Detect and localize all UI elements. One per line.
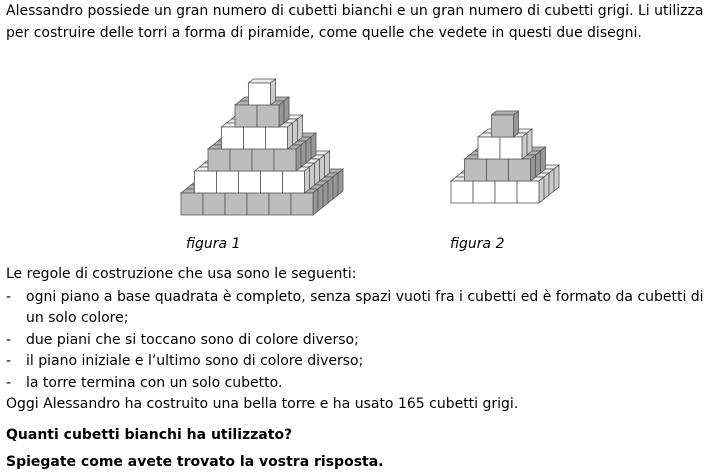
cube-front-face [492, 115, 514, 137]
cube-front-face [274, 149, 296, 171]
cube-front-face [473, 181, 495, 203]
cube-side-face [284, 97, 289, 123]
cube-front-face [252, 149, 274, 171]
cube-side-face [301, 141, 306, 167]
cube-front-face [500, 137, 522, 159]
cube-side-face [328, 177, 333, 203]
bullet-marker: - [6, 353, 12, 369]
cube-side-face [296, 145, 301, 171]
rules-heading: Le regole di costruzione che usa sono le seguenti: [6, 266, 357, 282]
cube-front-face [203, 193, 225, 215]
cube-front-face [451, 181, 473, 203]
cube-side-face [279, 101, 284, 127]
intro-line-2: per costruire delle torri a forma di piramide, come quelle che vedete in questi due disegni. [6, 25, 642, 41]
bullet-marker: - [6, 332, 12, 348]
cube-front-face [517, 181, 539, 203]
cube-side-face [305, 167, 310, 193]
cube-side-face [539, 177, 544, 203]
cube-front-face [257, 105, 279, 127]
cube-front-face [291, 193, 313, 215]
cube-side-face [333, 173, 338, 199]
cube-front-face [222, 127, 244, 149]
cube-side-face [315, 159, 320, 185]
instruction: Spiegate come avete trovato la vostra risposta. [6, 454, 384, 470]
cube-side-face [514, 111, 519, 137]
cube-front-face [495, 181, 517, 203]
question: Quanti cubetti bianchi ha utilizzato? [6, 427, 293, 443]
cube-side-face [522, 133, 527, 159]
cube-front-face [230, 149, 252, 171]
rule-3: il piano iniziale e l’ultimo sono di colore diverso; [26, 353, 364, 369]
cube-front-face [244, 127, 266, 149]
cube-front-face [195, 171, 217, 193]
rule-1-line-1: ogni piano a base quadrata è completo, senza spazi vuoti fra i cubetti ed è formato da cubetti di [26, 289, 704, 305]
intro-line-1: Alessandro possiede un gran numero di cubetti bianchi e un gran numero di cubetti grigi. Li utilizza [6, 3, 704, 19]
cube-front-face [225, 193, 247, 215]
cube-front-face [478, 137, 500, 159]
cube-front-face [465, 159, 487, 181]
cube-front-face [217, 171, 239, 193]
cube-side-face [310, 163, 315, 189]
rule-1-line-2: un solo colore; [26, 310, 129, 326]
cube-front-face [266, 127, 288, 149]
rule-2: due piani che si toccano sono di colore diverso; [26, 332, 359, 348]
cube-side-face [536, 151, 541, 177]
bullet-marker: - [6, 289, 12, 305]
cube-side-face [549, 169, 554, 195]
bullet-marker: - [6, 375, 12, 391]
cube-side-face [306, 137, 311, 163]
cube-side-face [544, 173, 549, 199]
cube-front-face [249, 83, 271, 105]
cube-side-face [338, 169, 343, 195]
cube-side-face [323, 181, 328, 207]
cube-front-face [269, 193, 291, 215]
cube-side-face [288, 123, 293, 149]
cube-side-face [531, 155, 536, 181]
cube-side-face [325, 151, 330, 177]
cube-side-face [298, 115, 303, 141]
cube-front-face [239, 171, 261, 193]
cube-side-face [554, 165, 559, 191]
cube-front-face [247, 193, 269, 215]
cube-side-face [320, 155, 325, 181]
cube-front-face [208, 149, 230, 171]
figure-1-caption: figura 1 [186, 236, 241, 252]
cube-side-face [527, 129, 532, 155]
today-statement: Oggi Alessandro ha costruito una bella torre e ha usato 165 cubetti grigi. [6, 396, 519, 412]
figure-2-caption: figura 2 [450, 236, 505, 252]
cube-front-face [509, 159, 531, 181]
figure-1-pyramid [150, 55, 350, 225]
cube-front-face [283, 171, 305, 193]
cube-front-face [181, 193, 203, 215]
cube-front-face [487, 159, 509, 181]
figure-2-pyramid [435, 95, 575, 210]
rule-4: la torre termina con un solo cubetto. [26, 375, 283, 391]
cube-front-face [261, 171, 283, 193]
cube-side-face [293, 119, 298, 145]
cube-side-face [318, 185, 323, 211]
cube-side-face [541, 147, 546, 173]
cube-front-face [235, 105, 257, 127]
cube-side-face [271, 79, 276, 105]
cube-side-face [311, 133, 316, 159]
cube-side-face [313, 189, 318, 215]
